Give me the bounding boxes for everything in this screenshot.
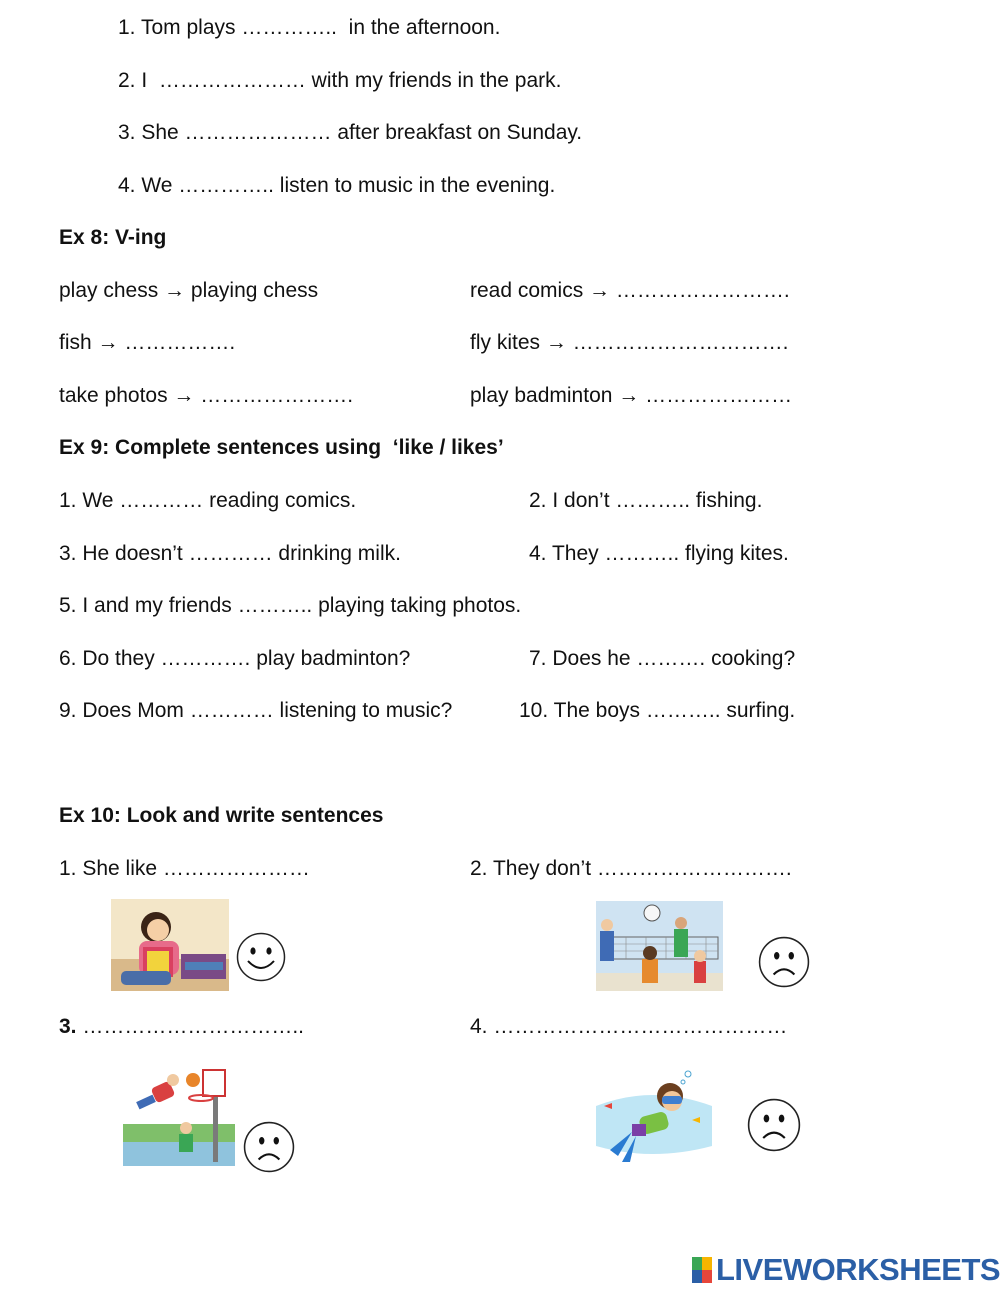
ex9-item-7: 7. Does he ………. cooking? xyxy=(529,647,796,670)
ex8-left-2: fish → ……………. xyxy=(59,331,236,354)
girl-reading-comics-picture xyxy=(111,899,229,991)
diving-boy-picture xyxy=(592,1066,716,1166)
smiley-face-icon xyxy=(236,932,286,982)
liveworksheets-logo-icon xyxy=(692,1257,712,1283)
ex10-item-3 xyxy=(59,1015,304,1039)
basketball-players-picture xyxy=(123,1066,235,1166)
ex8-right-1: read comics → ……………………. xyxy=(470,279,790,302)
ex10-item-2-num: 2. xyxy=(470,857,488,880)
ex9-item-9: 9. Does Mom ………… listening to music? xyxy=(59,699,453,722)
ex8-title: Ex 8: V-ing xyxy=(59,226,167,249)
ex10-item-2 xyxy=(470,857,792,881)
ex9-item-3: 3. He doesn’t ………… drinking milk. xyxy=(59,542,401,565)
frowny-face-icon xyxy=(758,936,810,988)
liveworksheets-logo xyxy=(692,1252,1000,1288)
ex9-item-10: 10. The boys ……….. surfing. xyxy=(519,699,796,722)
frowny-face-icon xyxy=(243,1121,295,1173)
ex8-left-3: take photos → …………………. xyxy=(59,384,354,407)
ex10-item-3-num: 3. xyxy=(59,1015,77,1038)
ex10-item-4-num: 4. xyxy=(470,1015,488,1038)
ex7-item-1: 1. Tom plays ………….. in the afternoon. xyxy=(118,16,501,39)
ex9-item-6: 6. Do they …………. play badminton? xyxy=(59,647,411,670)
ex7-item-4: 4. We ………….. listen to music in the evening. xyxy=(118,174,556,197)
ex8-right-2: fly kites → …………………………. xyxy=(470,331,789,354)
ex9-item-2: 2. I don’t ……….. fishing. xyxy=(529,489,763,512)
ex9-item-4: 4. They ……….. flying kites. xyxy=(529,542,789,565)
ex10-item-1-num: 1. xyxy=(59,857,77,880)
ex10-item-1-text: She like ………………… xyxy=(76,857,310,880)
ex10-title: Ex 10: Look and write sentences xyxy=(59,804,384,827)
ex10-item-4-text: …………………………………… xyxy=(487,1015,788,1038)
brand-name: LIVEWORKSHEETS xyxy=(716,1252,1000,1287)
ex10-item-2-text: They don’t ………………………. xyxy=(487,857,792,880)
ex8-right-3: play badminton → ………………… xyxy=(470,384,793,407)
ex9-title: Ex 9: Complete sentences using ‘like / likes’ xyxy=(59,436,504,459)
ex7-item-3: 3. She ………………… after breakfast on Sunday. xyxy=(118,121,583,144)
frowny-face-icon xyxy=(747,1098,801,1152)
ex9-item-5: 5. I and my friends ……….. playing taking photos. xyxy=(59,594,522,617)
volleyball-players-picture xyxy=(596,901,723,991)
ex10-item-3-text: ………………………….. xyxy=(76,1015,305,1038)
ex10-item-4 xyxy=(470,1015,787,1039)
ex10-item-1 xyxy=(59,857,310,881)
ex9-item-1: 1. We ………… reading comics. xyxy=(59,489,357,512)
ex8-left-1: play chess → playing chess xyxy=(59,279,319,302)
ex7-item-2: 2. I ………………… with my friends in the park. xyxy=(118,69,562,92)
